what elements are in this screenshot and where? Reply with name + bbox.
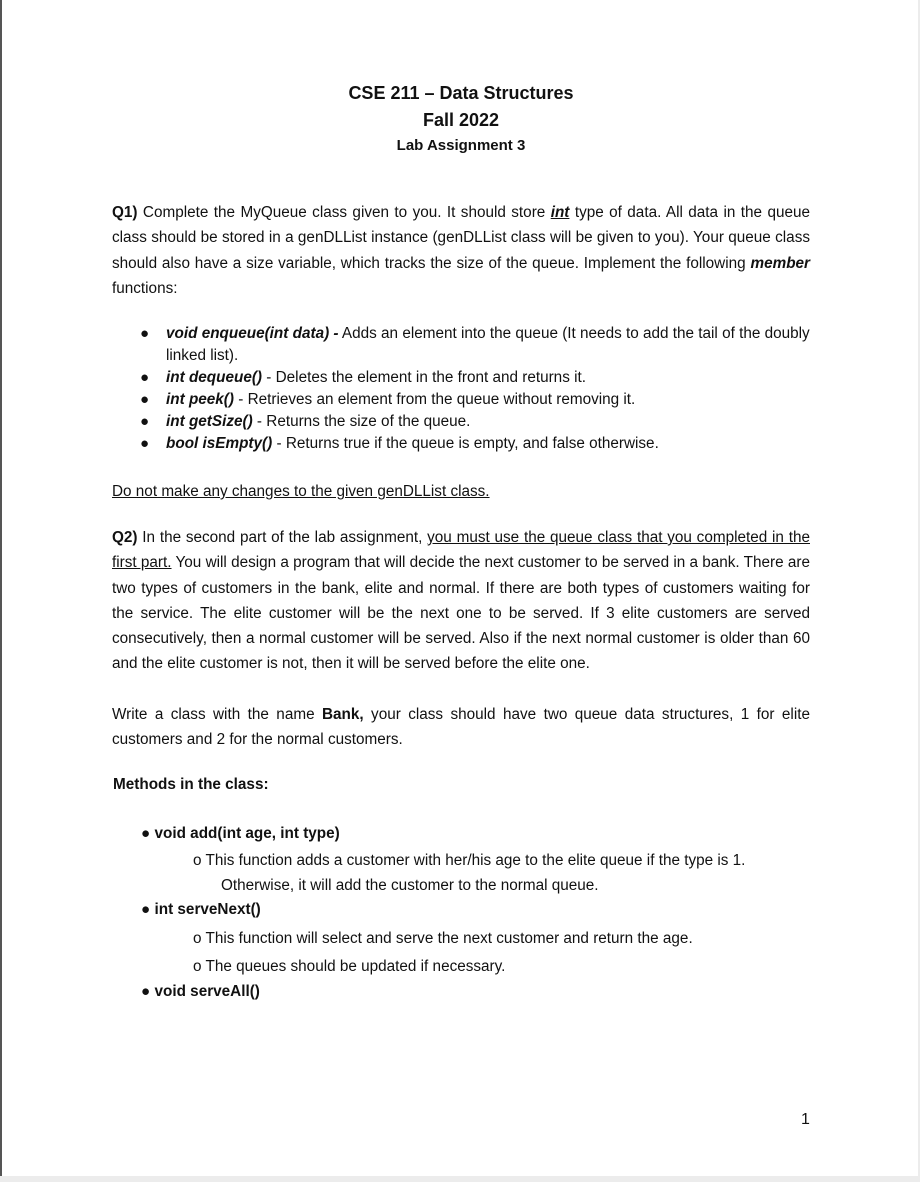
- term-title: Fall 2022: [422, 110, 500, 130]
- function-list: [140, 323, 810, 455]
- q1-label: Q1): [112, 204, 138, 221]
- function-description: Adds an element into the queue (It needs to add the tail of the doubly linked list).: [166, 325, 810, 364]
- function-description: - Deletes the element in the front and returns it.: [262, 369, 586, 386]
- course-title: CSE 211 – Data Structures: [348, 83, 574, 103]
- list-item: [140, 411, 810, 433]
- q2-label: Q2): [112, 529, 138, 546]
- list-item: [140, 323, 810, 367]
- bank-class-paragraph: [112, 702, 810, 753]
- page-number: 1: [801, 1111, 810, 1128]
- function-description: - Retrieves an element from the queue without removing it.: [234, 391, 636, 408]
- bullet-icon: ●: [140, 413, 150, 430]
- method-serve-next-desc-1: o This function will select and serve the next customer and return the age.: [193, 930, 693, 947]
- function-signature: bool isEmpty(): [166, 435, 273, 452]
- function-description: - Returns true if the queue is empty, and false otherwise.: [272, 435, 659, 452]
- bullet-icon: ●: [140, 435, 150, 452]
- q1-emph-int: int: [550, 204, 570, 221]
- methods-heading: Methods in the class:: [113, 776, 269, 793]
- bank-text-c: Write a class with the name: [112, 706, 322, 723]
- function-signature: int dequeue(): [166, 369, 263, 386]
- function-description: - Returns the size of the queue.: [252, 413, 471, 430]
- function-signature: int peek(): [166, 391, 234, 408]
- method-serve-next-desc-2: o The queues should be updated if necessary.: [193, 958, 506, 975]
- list-item: [140, 433, 810, 455]
- method-add: ● void add(int age, int type): [141, 825, 340, 842]
- method-serve-all: ● void serveAll(): [141, 983, 260, 1000]
- q1-text-c: functions:: [112, 279, 178, 297]
- function-signature: int getSize(): [166, 413, 253, 430]
- q1-text-a: Complete the MyQueue class given to you. It should store: [137, 204, 551, 221]
- list-item: [140, 367, 810, 389]
- bank-text-d: your class should have two queue data structures, 1 for elite customers and 2 for the normal customers.: [112, 706, 810, 749]
- q1-emph-member: member: [750, 254, 810, 272]
- genDLList-note: Do not make any changes to the given genDLList class.: [112, 483, 490, 500]
- list-item: [140, 389, 810, 411]
- q2-text-b: You will design a program that will decide the next customer to be served in a bank. There are two types of customers in the bank, elite and normal. If there are both types of customers waiting for the service. The elite customer will be the next one to be served. If 3 elite customers are served consecutively, then a normal customer will be served. Also if the next normal customer is older than 60 and the elite customer is not, then it will be served before the elite one.: [112, 554, 810, 673]
- function-signature: void enqueue(int data) -: [166, 325, 339, 342]
- bullet-icon: ●: [140, 369, 150, 386]
- bank-class-name: Bank,: [321, 706, 364, 723]
- method-add-desc-1: o This function adds a customer with her/his age to the elite queue if the type is 1.: [193, 852, 746, 869]
- bullet-icon: ●: [140, 325, 150, 342]
- method-serve-next: ● int serveNext(): [141, 901, 261, 918]
- q2-underlined: you must use the queue class that you completed in the first part.: [112, 529, 810, 572]
- q2-text-a: In the second part of the lab assignment,: [137, 529, 428, 546]
- bullet-icon: ●: [140, 391, 150, 408]
- method-add-desc-2: Otherwise, it will add the customer to the normal queue.: [221, 877, 599, 894]
- q1-text-b: type of data. All data in the queue class should be stored in a genDLList instance (genDLList class will be given to you). Your queue class should also have a size variable, which tracks the size of the queue. Implement the following: [112, 204, 810, 272]
- assignment-title: Lab Assignment 3: [396, 137, 526, 154]
- q1-paragraph: [112, 200, 810, 301]
- q2-paragraph: [112, 525, 810, 677]
